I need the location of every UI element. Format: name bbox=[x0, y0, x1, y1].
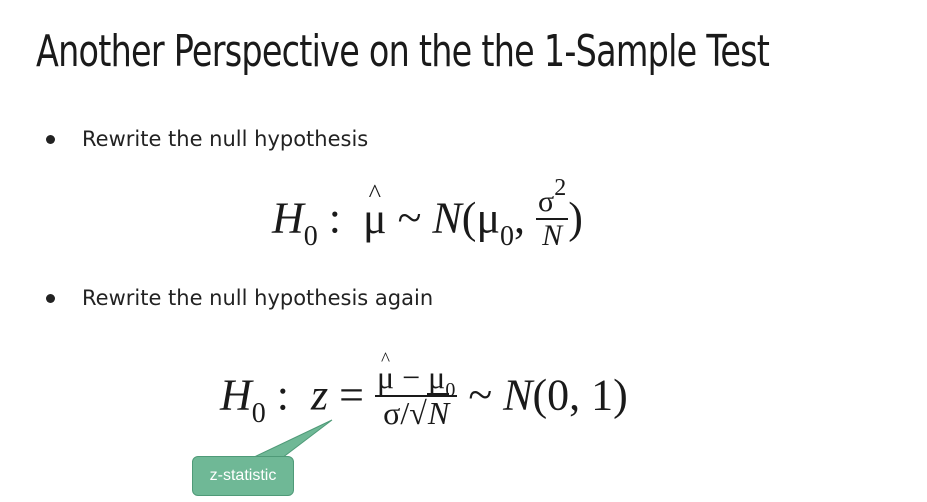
open-paren: ( bbox=[461, 193, 477, 243]
comma: , bbox=[514, 193, 526, 243]
normal-n: N bbox=[432, 193, 462, 243]
equals: = bbox=[339, 370, 364, 420]
slide-title: Another Perspective on the the 1-Sample Test bbox=[36, 26, 770, 77]
fraction-denominator: N bbox=[542, 218, 563, 252]
bullet-text: Rewrite the null hypothesis again bbox=[82, 286, 434, 310]
close-paren: ) bbox=[568, 193, 583, 243]
bullet-text: Rewrite the null hypothesis bbox=[82, 127, 369, 151]
mu-subscript: 0 bbox=[500, 220, 515, 252]
normal-args: (0, 1) bbox=[532, 370, 628, 420]
h-symbol: H bbox=[220, 370, 252, 420]
tilde: ~ bbox=[397, 193, 422, 243]
minus: − bbox=[402, 359, 421, 395]
h-subscript: 0 bbox=[251, 397, 266, 429]
mu: μ bbox=[476, 193, 501, 243]
sqrt-icon: √ bbox=[409, 394, 427, 431]
sqrt-n: N bbox=[427, 394, 450, 431]
h-symbol: H bbox=[272, 193, 304, 243]
sigma-exponent: 2 bbox=[554, 175, 567, 201]
mu: μ bbox=[428, 359, 446, 395]
h-subscript: 0 bbox=[303, 220, 318, 252]
colon: : bbox=[276, 370, 290, 420]
mu-hat: ^ μ bbox=[363, 193, 387, 244]
mu-hat: ^ μ bbox=[377, 361, 394, 395]
z-statistic-callout: z-statistic bbox=[192, 456, 294, 496]
tilde: ~ bbox=[468, 370, 493, 420]
sigma-slash: σ/ bbox=[383, 394, 410, 431]
normal-n: N bbox=[503, 370, 533, 420]
colon: : bbox=[328, 193, 342, 243]
mu-subscript: 0 bbox=[445, 379, 456, 401]
sigma: σ bbox=[538, 185, 555, 218]
z-symbol: z bbox=[311, 370, 329, 420]
